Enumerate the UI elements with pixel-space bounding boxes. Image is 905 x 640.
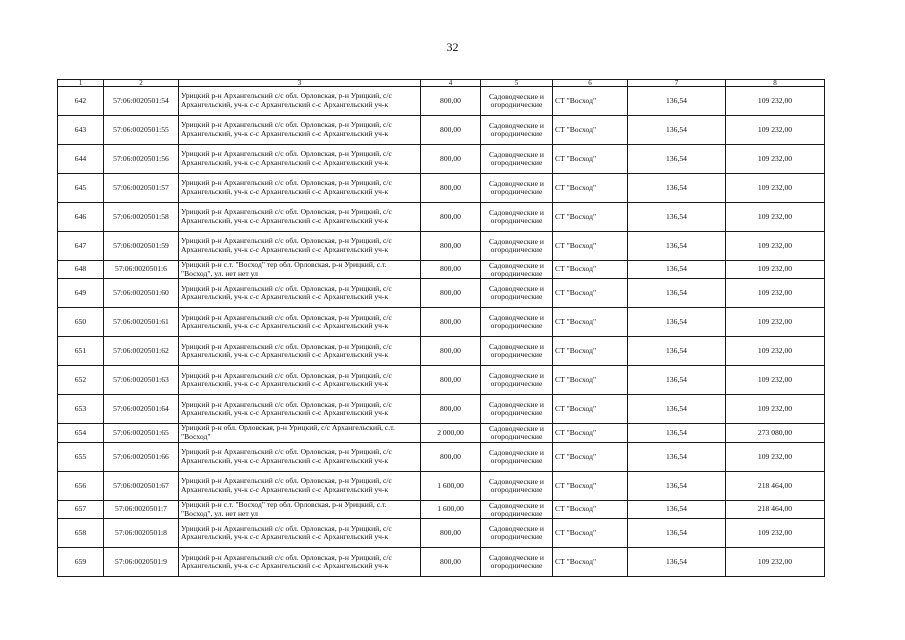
owner-name: СТ "Восход" xyxy=(553,442,628,471)
table-row xyxy=(58,232,825,261)
row-number: 649 xyxy=(58,279,104,308)
owner-name: СТ "Восход" xyxy=(553,261,628,279)
cadastral-value: 218 464,00 xyxy=(726,500,825,518)
cadastral-value: 109 232,00 xyxy=(726,548,825,577)
cadastral-number: 57:06:0020501:62 xyxy=(104,337,179,366)
cadastral-value: 109 232,00 xyxy=(726,116,825,145)
specific-value: 136,54 xyxy=(628,308,726,337)
cadastral-number: 57:06:0020501:57 xyxy=(104,174,179,203)
plot-address: Урицкий р-н Архангельский с/с обл. Орловская, р-н Урицкий, с/с Архангельский, уч-к с-с Архангельский с-с Архангельский уч-к xyxy=(179,366,421,395)
owner-name: СТ "Восход" xyxy=(553,279,628,308)
column-header: 7 xyxy=(628,80,726,87)
plot-address: Урицкий р-н Архангельский с/с обл. Орловская, р-н Урицкий, с/с Архангельский, уч-к с-с Архангельский с-с Архангельский уч-к xyxy=(179,232,421,261)
permitted-use: Садоводческие и огороднические xyxy=(481,337,553,366)
row-number: 657 xyxy=(58,500,104,518)
table-row xyxy=(58,116,825,145)
row-number: 655 xyxy=(58,442,104,471)
table-row xyxy=(58,261,825,279)
table-row xyxy=(58,279,825,308)
specific-value: 136,54 xyxy=(628,232,726,261)
cadastral-value: 109 232,00 xyxy=(726,395,825,424)
row-number: 643 xyxy=(58,116,104,145)
specific-value: 136,54 xyxy=(628,500,726,518)
permitted-use: Садоводческие и огороднические xyxy=(481,145,553,174)
permitted-use: Садоводческие и огороднические xyxy=(481,500,553,518)
cadastral-number: 57:06:0020501:8 xyxy=(104,519,179,548)
table-row xyxy=(58,203,825,232)
cadastral-value: 109 232,00 xyxy=(726,87,825,116)
table-row xyxy=(58,424,825,442)
plot-area: 800,00 xyxy=(421,395,481,424)
column-header: 2 xyxy=(104,80,179,87)
plot-area: 2 000,00 xyxy=(421,424,481,442)
cadastral-value: 109 232,00 xyxy=(726,174,825,203)
plot-area: 800,00 xyxy=(421,337,481,366)
plot-area: 800,00 xyxy=(421,366,481,395)
plot-address: Урицкий р-н Архангельский с/с обл. Орловская, р-н Урицкий, с/с Архангельский, уч-к с-с Архангельский с-с Архангельский уч-к xyxy=(179,442,421,471)
table-row xyxy=(58,548,825,577)
permitted-use: Садоводческие и огороднические xyxy=(481,87,553,116)
cadastral-number: 57:06:0020501:65 xyxy=(104,424,179,442)
cadastral-number: 57:06:0020501:58 xyxy=(104,203,179,232)
plot-area: 800,00 xyxy=(421,232,481,261)
page-number: 32 xyxy=(446,40,459,54)
specific-value: 136,54 xyxy=(628,471,726,500)
column-header: 1 xyxy=(58,80,104,87)
permitted-use: Садоводческие и огороднические xyxy=(481,116,553,145)
permitted-use: Садоводческие и огороднические xyxy=(481,442,553,471)
row-number: 650 xyxy=(58,308,104,337)
row-number: 658 xyxy=(58,519,104,548)
owner-name: СТ "Восход" xyxy=(553,87,628,116)
owner-name: СТ "Восход" xyxy=(553,145,628,174)
cadastral-value: 109 232,00 xyxy=(726,145,825,174)
plot-address: Урицкий р-н Архангельский с/с обл. Орловская, р-н Урицкий, с/с Архангельский, уч-к с-с Архангельский с-с Архангельский уч-к xyxy=(179,279,421,308)
plot-area: 800,00 xyxy=(421,308,481,337)
plot-area: 800,00 xyxy=(421,87,481,116)
plot-area: 1 600,00 xyxy=(421,471,481,500)
row-number: 642 xyxy=(58,87,104,116)
plot-area: 800,00 xyxy=(421,116,481,145)
owner-name: СТ "Восход" xyxy=(553,203,628,232)
row-number: 651 xyxy=(58,337,104,366)
plot-address: Урицкий р-н Архангельский с/с обл. Орловская, р-н Урицкий, с/с Архангельский, уч-к с-с Архангельский с-с Архангельский уч-к xyxy=(179,174,421,203)
permitted-use: Садоводческие и огороднические xyxy=(481,174,553,203)
table-row xyxy=(58,366,825,395)
plot-address: Урицкий р-н Архангельский с/с обл. Орловская, р-н Урицкий, с/с Архангельский, уч-к с-с Архангельский с-с Архангельский уч-к xyxy=(179,519,421,548)
row-number: 648 xyxy=(58,261,104,279)
plot-address: Урицкий р-н Архангельский с/с обл. Орловская, р-н Урицкий, с/с Архангельский, уч-к с-с Архангельский с-с Архангельский уч-к xyxy=(179,145,421,174)
permitted-use: Садоводческие и огороднические xyxy=(481,308,553,337)
specific-value: 136,54 xyxy=(628,261,726,279)
row-number: 653 xyxy=(58,395,104,424)
row-number: 659 xyxy=(58,548,104,577)
specific-value: 136,54 xyxy=(628,116,726,145)
permitted-use: Садоводческие и огороднические xyxy=(481,424,553,442)
cadastral-value: 109 232,00 xyxy=(726,519,825,548)
plot-area: 1 600,00 xyxy=(421,500,481,518)
plot-address: Урицкий р-н Архангельский с/с обл. Орловская, р-н Урицкий, с/с Архангельский, уч-к с-с Архангельский с-с Архангельский уч-к xyxy=(179,337,421,366)
plot-address: Урицкий р-н Архангельский с/с обл. Орловская, р-н Урицкий, с/с Архангельский, уч-к с-с Архангельский с-с Архангельский уч-к xyxy=(179,203,421,232)
cadastral-value: 109 232,00 xyxy=(726,203,825,232)
column-header: 3 xyxy=(179,80,421,87)
plot-address: Урицкий р-н с.т. "Восход" тер обл. Орловская, р-н Урицкий, с.т. "Восход", ул. нет нет ул xyxy=(179,500,421,518)
permitted-use: Садоводческие и огороднические xyxy=(481,279,553,308)
permitted-use: Садоводческие и огороднические xyxy=(481,232,553,261)
plot-area: 800,00 xyxy=(421,203,481,232)
specific-value: 136,54 xyxy=(628,548,726,577)
permitted-use: Садоводческие и огороднические xyxy=(481,366,553,395)
table-row xyxy=(58,471,825,500)
row-number: 644 xyxy=(58,145,104,174)
cadastral-number: 57:06:0020501:66 xyxy=(104,442,179,471)
row-number: 654 xyxy=(58,424,104,442)
plot-area: 800,00 xyxy=(421,548,481,577)
plot-area: 800,00 xyxy=(421,442,481,471)
plot-address: Урицкий р-н Архангельский с/с обл. Орловская, р-н Урицкий, с/с Архангельский, уч-к с-с Архангельский с-с Архангельский уч-к xyxy=(179,548,421,577)
cadastral-number: 57:06:0020501:56 xyxy=(104,145,179,174)
owner-name: СТ "Восход" xyxy=(553,395,628,424)
row-number: 645 xyxy=(58,174,104,203)
plot-address: Урицкий р-н Архангельский с/с обл. Орловская, р-н Урицкий, с/с Архангельский, уч-к с-с Архангельский с-с Архангельский уч-к xyxy=(179,87,421,116)
owner-name: СТ "Восход" xyxy=(553,116,628,145)
table-row xyxy=(58,442,825,471)
plot-address: Урицкий р-н Архангельский с/с обл. Орловская, р-н Урицкий, с/с Архангельский, уч-к с-с Архангельский с-с Архангельский уч-к xyxy=(179,116,421,145)
table-body xyxy=(58,87,825,577)
owner-name: СТ "Восход" xyxy=(553,308,628,337)
cadastral-value: 273 080,00 xyxy=(726,424,825,442)
plot-address: Урицкий р-н Архангельский с/с обл. Орловская, р-н Урицкий, с/с Архангельский, уч-к с-с Архангельский с-с Архангельский уч-к xyxy=(179,471,421,500)
permitted-use: Садоводческие и огороднические xyxy=(481,395,553,424)
cadastral-value: 109 232,00 xyxy=(726,337,825,366)
cadastral-value: 109 232,00 xyxy=(726,366,825,395)
owner-name: СТ "Восход" xyxy=(553,232,628,261)
land-plots-table xyxy=(57,79,825,577)
permitted-use: Садоводческие и огороднические xyxy=(481,261,553,279)
plot-area: 800,00 xyxy=(421,174,481,203)
cadastral-number: 57:06:0020501:67 xyxy=(104,471,179,500)
plot-address: Урицкий р-н Архангельский с/с обл. Орловская, р-н Урицкий, с/с Архангельский, уч-к с-с Архангельский с-с Архангельский уч-к xyxy=(179,395,421,424)
owner-name: СТ "Восход" xyxy=(553,174,628,203)
plot-address: Урицкий р-н Архангельский с/с обл. Орловская, р-н Урицкий, с/с Архангельский, уч-к с-с Архангельский с-с Архангельский уч-к xyxy=(179,308,421,337)
cadastral-number: 57:06:0020501:64 xyxy=(104,395,179,424)
specific-value: 136,54 xyxy=(628,366,726,395)
row-number: 647 xyxy=(58,232,104,261)
specific-value: 136,54 xyxy=(628,519,726,548)
specific-value: 136,54 xyxy=(628,442,726,471)
specific-value: 136,54 xyxy=(628,203,726,232)
cadastral-number: 57:06:0020501:6 xyxy=(104,261,179,279)
plot-area: 800,00 xyxy=(421,145,481,174)
cadastral-number: 57:06:0020501:63 xyxy=(104,366,179,395)
cadastral-number: 57:06:0020501:60 xyxy=(104,279,179,308)
cadastral-value: 109 232,00 xyxy=(726,232,825,261)
cadastral-number: 57:06:0020501:55 xyxy=(104,116,179,145)
specific-value: 136,54 xyxy=(628,145,726,174)
cadastral-value: 218 464,00 xyxy=(726,471,825,500)
cadastral-value: 109 232,00 xyxy=(726,442,825,471)
cadastral-value: 109 232,00 xyxy=(726,261,825,279)
cadastral-value: 109 232,00 xyxy=(726,279,825,308)
cadastral-number: 57:06:0020501:61 xyxy=(104,308,179,337)
owner-name: СТ "Восход" xyxy=(553,424,628,442)
specific-value: 136,54 xyxy=(628,337,726,366)
owner-name: СТ "Восход" xyxy=(553,366,628,395)
plot-address: Урицкий р-н обл. Орловская, р-н Урицкий, с/с Архангельский, с.т. "Восход" xyxy=(179,424,421,442)
owner-name: СТ "Восход" xyxy=(553,519,628,548)
table-row xyxy=(58,308,825,337)
specific-value: 136,54 xyxy=(628,87,726,116)
table-row xyxy=(58,337,825,366)
table-row xyxy=(58,395,825,424)
table-row xyxy=(58,174,825,203)
column-header: 6 xyxy=(553,80,628,87)
cadastral-number: 57:06:0020501:7 xyxy=(104,500,179,518)
column-header: 8 xyxy=(726,80,825,87)
column-header: 5 xyxy=(481,80,553,87)
plot-area: 800,00 xyxy=(421,519,481,548)
specific-value: 136,54 xyxy=(628,424,726,442)
row-number: 646 xyxy=(58,203,104,232)
cadastral-number: 57:06:0020501:54 xyxy=(104,87,179,116)
table-row xyxy=(58,500,825,518)
row-number: 652 xyxy=(58,366,104,395)
cadastral-number: 57:06:0020501:9 xyxy=(104,548,179,577)
plot-address: Урицкий р-н с.т. "Восход" тер обл. Орловская, р-н Урицкий, с.т. "Восход", ул. нет нет ул xyxy=(179,261,421,279)
cadastral-number: 57:06:0020501:59 xyxy=(104,232,179,261)
owner-name: СТ "Восход" xyxy=(553,337,628,366)
table-row xyxy=(58,87,825,116)
table-row xyxy=(58,145,825,174)
plot-area: 800,00 xyxy=(421,279,481,308)
owner-name: СТ "Восход" xyxy=(553,500,628,518)
specific-value: 136,54 xyxy=(628,279,726,308)
specific-value: 136,54 xyxy=(628,395,726,424)
table-row xyxy=(58,519,825,548)
permitted-use: Садоводческие и огороднические xyxy=(481,471,553,500)
row-number: 656 xyxy=(58,471,104,500)
cadastral-value: 109 232,00 xyxy=(726,308,825,337)
owner-name: СТ "Восход" xyxy=(553,548,628,577)
permitted-use: Садоводческие и огороднические xyxy=(481,519,553,548)
owner-name: СТ "Восход" xyxy=(553,471,628,500)
specific-value: 136,54 xyxy=(628,174,726,203)
plot-area: 800,00 xyxy=(421,261,481,279)
header-row xyxy=(58,80,825,87)
permitted-use: Садоводческие и огороднические xyxy=(481,548,553,577)
permitted-use: Садоводческие и огороднические xyxy=(481,203,553,232)
column-header: 4 xyxy=(421,80,481,87)
